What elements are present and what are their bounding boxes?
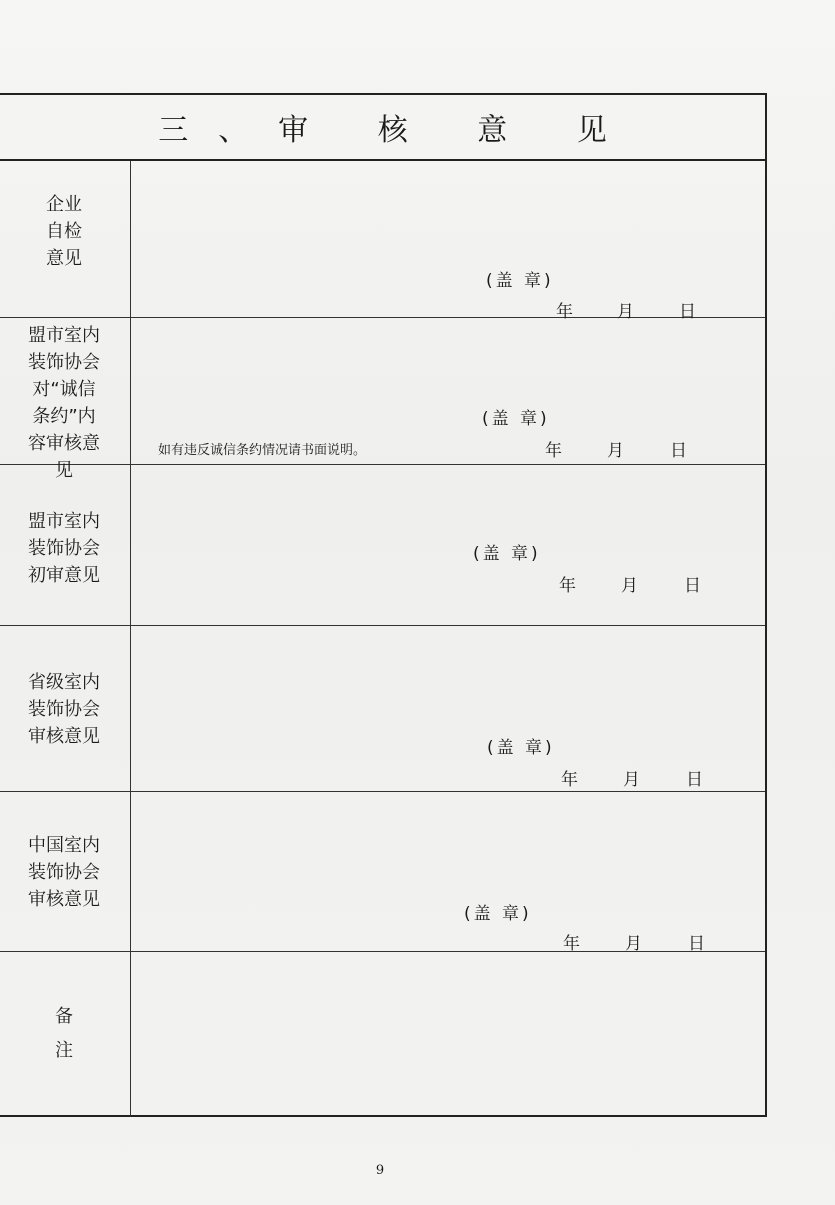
integrity-pact-review-row bbox=[0, 318, 765, 481]
date-month: 月 bbox=[607, 441, 624, 461]
stamp-placeholder: (盖 章) bbox=[464, 904, 532, 924]
date-day: 日 bbox=[684, 576, 701, 596]
date-day: 日 bbox=[679, 302, 696, 322]
date-month: 月 bbox=[617, 302, 634, 322]
stamp-placeholder: (盖 章) bbox=[482, 409, 550, 429]
date-month: 月 bbox=[625, 934, 642, 954]
stamp-placeholder: (盖 章) bbox=[487, 738, 555, 758]
row-label-cell bbox=[0, 792, 131, 951]
row-label: 省级室内 装饰协会 审核意见 bbox=[28, 672, 100, 747]
stamp-placeholder: (盖 章) bbox=[473, 544, 541, 564]
date-month: 月 bbox=[623, 770, 640, 790]
date-year: 年 bbox=[563, 934, 580, 954]
row-label-cell bbox=[0, 465, 131, 625]
date-day: 日 bbox=[686, 770, 703, 790]
provincial-review-row bbox=[0, 626, 765, 792]
national-review-row bbox=[0, 792, 765, 952]
stamp-placeholder: (盖 章) bbox=[486, 271, 554, 291]
row-label-cell bbox=[0, 952, 131, 1117]
date-year: 年 bbox=[545, 441, 562, 461]
date-year: 年 bbox=[556, 302, 573, 322]
review-form-table bbox=[0, 93, 767, 1117]
row-label: 盟市室内 装饰协会 对“诚信 条约”内 容审核意 见 bbox=[28, 325, 100, 481]
violation-note: 如有违反诚信条约情况请书面说明。 bbox=[158, 443, 367, 458]
date-month: 月 bbox=[621, 576, 638, 596]
date-year: 年 bbox=[559, 576, 576, 596]
remarks-row bbox=[0, 952, 765, 1117]
row-label: 盟市室内 装饰协会 初审意见 bbox=[28, 511, 100, 586]
row-label: 备 注 bbox=[55, 1006, 73, 1061]
date-day: 日 bbox=[670, 441, 687, 461]
date-year: 年 bbox=[561, 770, 578, 790]
row-label: 中国室内 装饰协会 审核意见 bbox=[28, 835, 100, 910]
league-city-preliminary-row bbox=[0, 465, 765, 626]
section-title: 三、审 核 意 见 bbox=[158, 113, 637, 148]
page-number: 9 bbox=[375, 1163, 385, 1178]
row-label: 企业 自检 意见 bbox=[46, 194, 82, 269]
row-label-cell bbox=[0, 161, 131, 317]
date-day: 日 bbox=[688, 934, 705, 954]
row-label-cell bbox=[0, 626, 131, 791]
title-row bbox=[0, 95, 765, 161]
enterprise-self-check-row bbox=[0, 161, 765, 322]
row-label-cell bbox=[0, 318, 131, 481]
